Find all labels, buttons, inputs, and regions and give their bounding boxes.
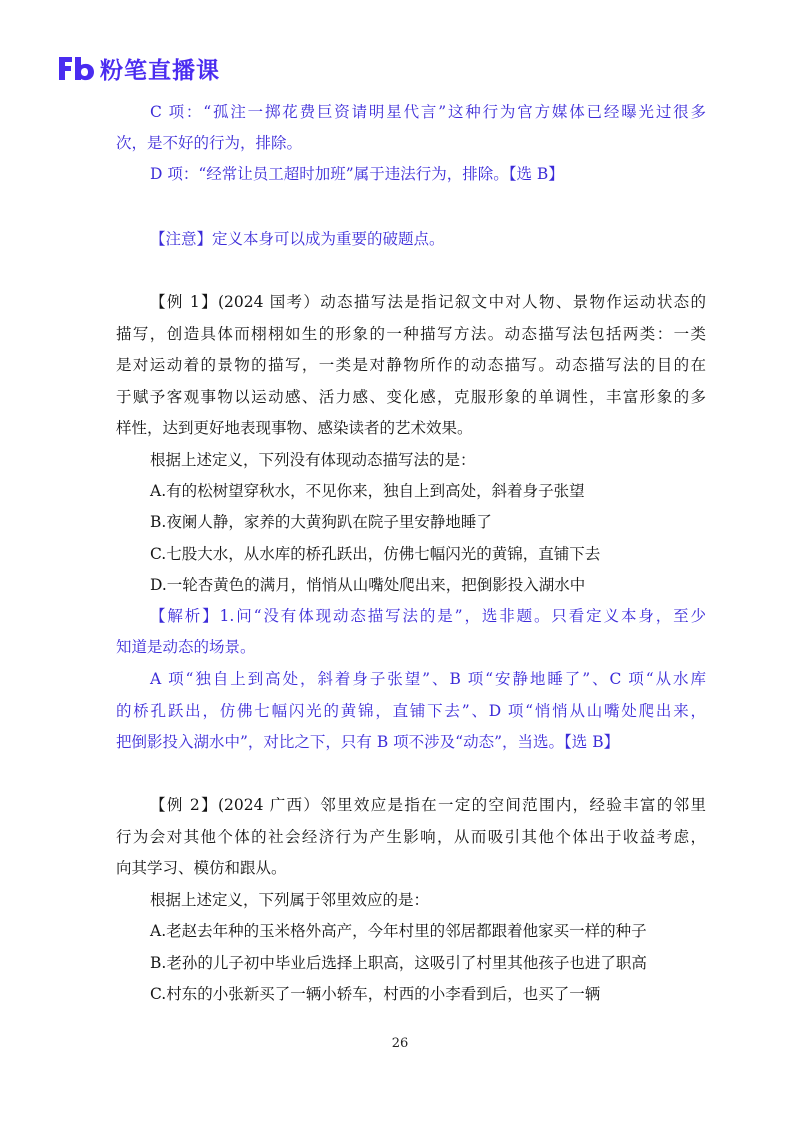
prev-option-d-line: D 项：“经常让员工超时加班”属于违法行为，排除。【选 B】 xyxy=(150,165,564,183)
example2-option-c: C.村东的小张新买了一辆小轿车，村西的小李看到后，也买了一辆 xyxy=(150,985,601,1003)
prev-option-c-line1: C 项：“孤注一掷花费巨资请明星代言”这种行为官方媒体已经曝光过很多 xyxy=(150,103,706,121)
example2-question: 根据上述定义，下列属于邻里效应的是： xyxy=(150,891,430,909)
note-line: 【注意】定义本身可以成为重要的破题点。 xyxy=(150,230,445,248)
example1-analysis-line: 把倒影投入湖水中”，对比之下，只有 B 项不涉及“动态”，当选。【选 B】 xyxy=(116,733,620,751)
brand-name: 粉笔直播课 xyxy=(100,57,220,84)
example2-option-b: B.老孙的儿子初中毕业后选择上职高，这吸引了村里其他孩子也进了职高 xyxy=(150,954,647,972)
example1-analysis-line: 的桥孔跃出，仿佛七幅闪光的黄锦，直铺下去”、D 项“悄悄从山嘴处爬出来， xyxy=(116,702,706,720)
example2-stem-line: 向其学习、模仿和跟从。 xyxy=(116,859,287,877)
example2-option-a: A.老赵去年种的玉米格外高产，今年村里的邻居都跟着他家买一样的种子 xyxy=(150,922,647,940)
example1-option-d: D.一轮杏黄色的满月，悄悄从山嘴处爬出来，把倒影投入湖水中 xyxy=(150,576,586,594)
example1-question: 根据上述定义，下列没有体现动态描写法的是： xyxy=(150,451,476,469)
example1-analysis-line: A 项“独自上到高处，斜着身子张望”、B 项“安静地睡了”、C 项“从水库 xyxy=(150,670,706,688)
page-number: 26 xyxy=(391,1036,409,1051)
example1-stem-line: 样性，达到更好地表现事物、感染读者的艺术效果。 xyxy=(116,419,473,437)
example1-option-c: C.七股大水，从水库的桥孔跃出，仿佛七幅闪光的黄锦，直铺下去 xyxy=(150,545,601,563)
brand-logo xyxy=(56,53,220,83)
example1-analysis-line: 知道是动态的场景。 xyxy=(116,638,256,656)
fb-logo-icon xyxy=(56,53,96,83)
example1-option-b: B.夜阑人静，家养的大黄狗趴在院子里安静地睡了 xyxy=(150,513,492,531)
example1-stem-line: 于赋予客观事物以运动感、活力感、变化感，克服形象的单调性，丰富形象的多 xyxy=(116,388,706,406)
example1-option-a: A.有的松树望穿秋水，不见你来，独自上到高处，斜着身子张望 xyxy=(150,482,585,500)
example1-analysis-line: 【解析】1.问“没有体现动态描写法的是”，选非题。只看定义本身，至少 xyxy=(150,607,706,625)
example2-stem-line: 行为会对其他个体的社会经济行为产生影响，从而吸引其他个体出于收益考虑， xyxy=(116,828,706,846)
example1-stem-line: 是对运动着的景物的描写，一类是对静物所作的动态描写。动态描写法的目的在 xyxy=(116,356,706,374)
prev-option-c-line2: 次，是不好的行为，排除。 xyxy=(116,134,303,152)
example1-stem-line: 【例 1】(2024 国考）动态描写法是指记叙文中对人物、景物作运动状态的 xyxy=(150,293,706,311)
example1-stem-line: 描写，创造具体而栩栩如生的形象的一种描写方法。动态描写法包括两类：一类 xyxy=(116,325,706,343)
example2-stem-line: 【例 2】(2024 广西）邻里效应是指在一定的空间范围内，经验丰富的邻里 xyxy=(150,796,706,814)
